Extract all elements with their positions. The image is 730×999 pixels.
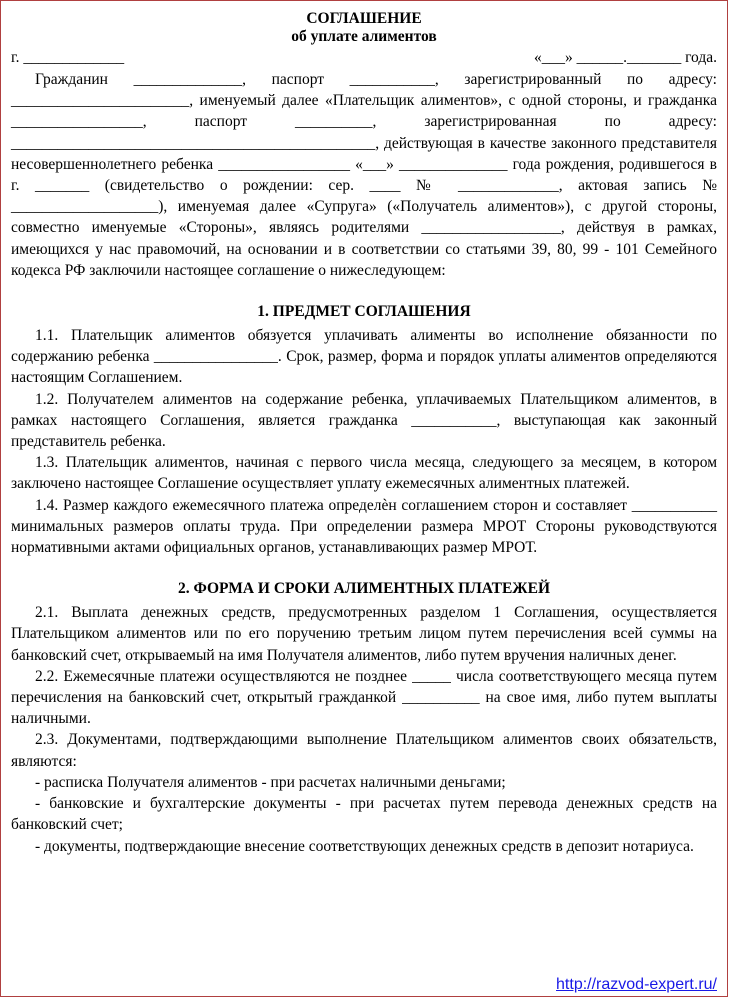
section-2-heading: 2. ФОРМА И СРОКИ АЛИМЕНТНЫХ ПЛАТЕЖЕЙ [178, 580, 550, 598]
website-link[interactable]: http://razvod-expert.ru/ [552, 976, 717, 994]
clause-1-3: 1.3. Плательщик алиментов, начиная с первого числа месяца, следующего за месяцем, в котором заключено настоящее Соглашение осуществляет уплату ежемесячных алиментных платежей. [11, 454, 717, 493]
clause-2-3: 2.3. Документами, подтверждающими выполнение Плательщиком алиментов своих обязательств, являются: [11, 731, 717, 770]
place-field: г. _____________ [11, 49, 125, 66]
clause-1-2: 1.2. Получателем алиментов на содержание ребенка, уплачиваемых Плательщиком алиментов, в рамках настоящего Соглашения, является гражданка ___________, выступающая как законный представитель ребенка. [11, 390, 717, 451]
clause-1-4: 1.4. Размер каждого ежемесячного платежа определѐн соглашением сторон и составляет ___________ минимальных размеров оплаты труда. При определении размера МРОТ Стороны руководствуются нормативными актами официальных органов, устанавливающих размер МРОТ. [11, 496, 717, 557]
clause-2-1: 2.1. Выплата денежных средств, предусмотренных разделом 1 Соглашения, осуществляется Плательщиком алиментов или по его поручению третьим лицом путем перечисления всей суммы на банковский счет, открываемый на имя Получателя алиментов, либо путем вручения наличных денег. [11, 604, 717, 664]
list-item: - расписка Получателя алиментов - при расчетах наличными деньгами; [35, 773, 506, 791]
document-subtitle: об уплате алиментов [291, 28, 437, 45]
clause-2-2: 2.2. Ежемесячные платежи осуществляются не позднее _____ числа соответствующего месяца путем перечисления на банковский счет, открытый гражданкой __________ на свое имя, либо путем выплаты наличными. [11, 667, 717, 728]
place-date-line [11, 47, 717, 69]
intro-paragraph: Гражданин ______________, паспорт ___________, зарегистрированный по адресу: _______________________, именуемый далее «Плательщик алиментов», с одной стороны, и гражданка _________________, паспорт __________, зарегистрированная по адресу: _______________________________________________, действующая в качестве законного представителя несовершеннолетнего ребенка _________________ «___» ______________ года рождения, родившегося в г. _______ (свидетельство о рождении: сер. ____ № _____________, актовая запись № ___________________), именуемая далее «Супруга» («Получатель алиментов»), с другой стороны, совместно именуемые «Стороны», являясь родителями __________________, действуя в рамках, имеющихся у нас правомочий, на основании и в соответствии со статьями 39, 80, 99 - 101 Семейного кодекса РФ заключили настоящее соглашение о нижеследующем: [11, 71, 717, 279]
list-item: - документы, подтверждающие внесение соответствующих денежных средств в депозит нотариуса. [35, 837, 694, 855]
clause-1-1: 1.1. Плательщик алиментов обязуется уплачивать алименты во исполнение обязанности по содержанию ребенка ________________. Срок, размер, форма и порядок уплаты алиментов определяются настоящим Соглашением. [11, 327, 717, 387]
date-field: «___» ______._______ года. [533, 49, 717, 66]
list-item: - банковские и бухгалтерские документы - при расчетах путем перевода денежных средств на банковский счет; [11, 795, 717, 834]
section-1-heading: 1. ПРЕДМЕТ СОГЛАШЕНИЯ [257, 303, 471, 321]
document-title: СОГЛАШЕНИЕ [306, 10, 422, 27]
